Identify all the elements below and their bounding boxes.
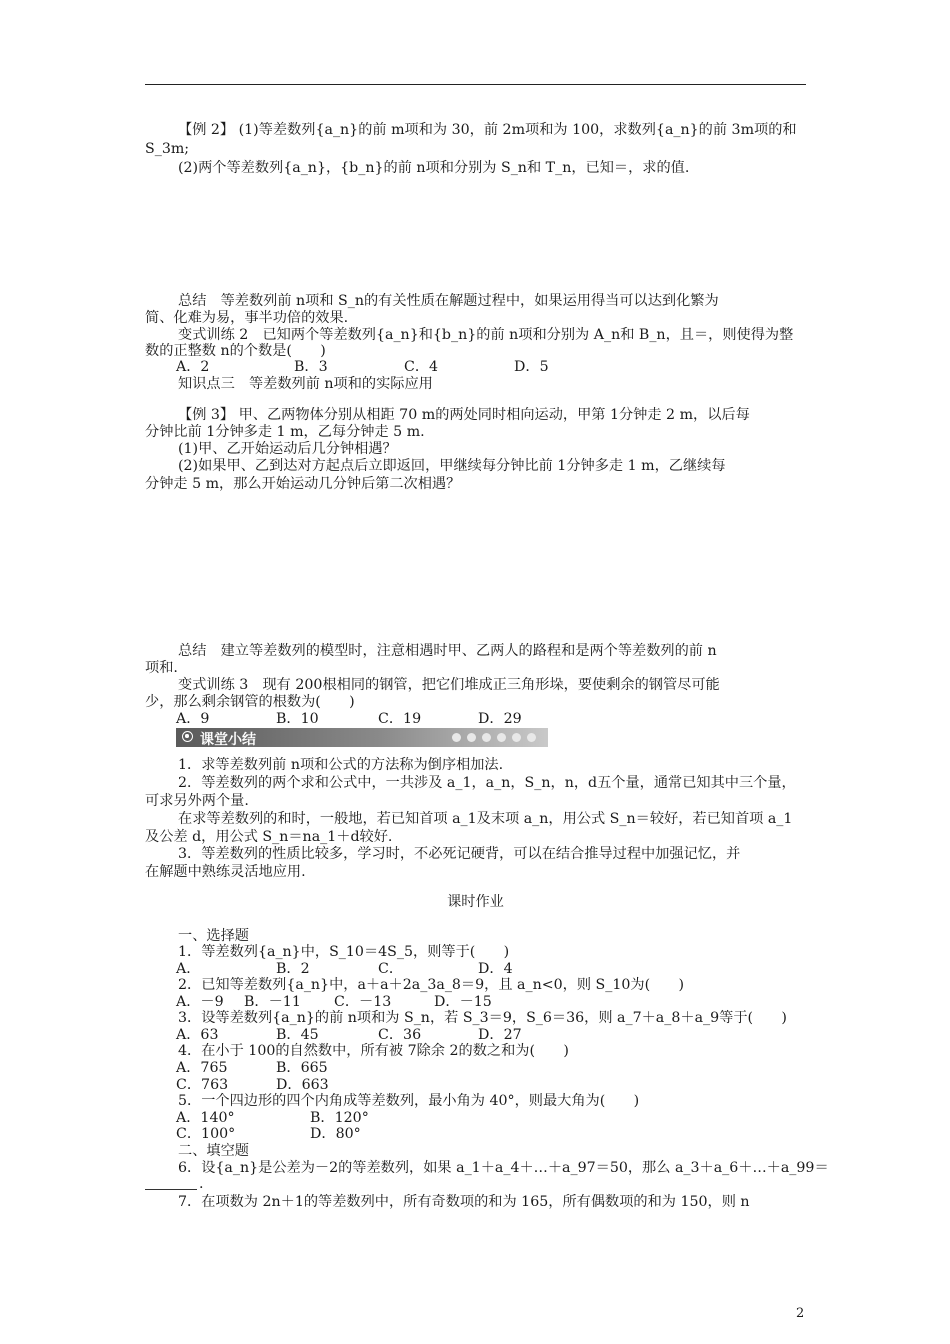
q2-option-d: D．－15 [434,994,492,1010]
question-2: 2．已知等差数列{a_n}中，a＋a＋2a_3a_8＝9，且 a_n<0，则 S_10为( ) [178,977,685,993]
q1-option-c: C． [378,961,404,977]
dot-icon [512,733,521,742]
section-choice: 一、选择题 [178,928,249,944]
q3-option-a: A．63 [176,1027,219,1043]
q4-option-b: B．665 [276,1060,328,1076]
variant3-line1: 变式训练 3 现有 200根相同的钢管，把它们堆成正三角形垛，要使剩余的钢管尽可能 [178,677,720,693]
q5-option-d: D．80° [310,1126,361,1142]
question-6-line2: . [199,1176,204,1192]
q3-option-c: C．36 [378,1027,422,1043]
answer-blank [145,1189,197,1190]
example2-line1: 【例 2】 (1)等差数列{a_n}的前 m项和为 30，前 2m项和为 100，求数列{a_n}的前 3m项的和 [178,122,797,138]
q1-option-d: D．4 [478,961,513,977]
variant3-option-d: D．29 [478,711,522,727]
header-rule [145,84,806,85]
summary1-line1: 总结 等差数列前 n项和 S_n的有关性质在解题过程中，如果运用得当可以达到化繁为 [178,293,719,309]
class-summary-line6: 3．等差数列的性质比较多，学习时，不必死记硬背，可以在结合推导过程中加强记忆，并 [178,846,741,862]
class-summary-line1: 1．求等差数列前 n项和公式的方法称为倒序相加法. [178,757,504,773]
q1-option-b: B．2 [276,961,310,977]
banner-title: 课堂小结 [200,732,256,748]
q3-option-d: D．27 [478,1027,522,1043]
knowledge-point-3: 知识点三 等差数列前 n项和的实际应用 [178,376,433,392]
variant2-line2: 数的正整数 n的个数是( ) [145,343,326,359]
question-4: 4．在小于 100的自然数中，所有被 7除余 2的数之和为( ) [178,1043,569,1059]
target-circle-icon [182,731,193,742]
dot-icon [467,733,476,742]
variant2-option-b: B．3 [294,359,328,375]
question-3: 3．设等差数列{a_n}的前 n项和为 S_n，若 S_3＝9，S_6＝36，则 a_7＋a_8＋a_9等于( ) [178,1010,787,1026]
q4-option-c: C．763 [176,1077,229,1093]
example3-line4: (2)如果甲、乙到达对方起点后立即返回，甲继续每分钟比前 1分钟多走 1 m，乙继续每 [178,458,726,474]
example3-line1: 【例 3】 甲、乙两物体分别从相距 70 m的两处同时相向运动，甲第 1分钟走 2 m，以后每 [178,407,750,423]
variant3-option-c: C．19 [378,711,422,727]
summary1-line2: 简、化难为易，事半功倍的效果. [145,310,349,326]
example3-line3: (1)甲、乙开始运动后几分钟相遇？ [178,441,397,457]
summary2-line2: 项和. [145,660,178,676]
class-summary-line4: 在求等差数列的和时，一般地，若已知首项 a_1及末项 a_n，用公式 S_n＝较好，若已知首项 a_1 [178,811,793,827]
q2-option-b: B．－11 [244,994,301,1010]
q5-option-c: C．100° [176,1126,236,1142]
example3-line2: 分钟比前 1分钟多走 1 m，乙每分钟走 5 m. [145,424,425,440]
q5-option-b: B．120° [310,1110,369,1126]
question-7: 7．在项数为 2n＋1的等差数列中，所有奇数项的和为 165，所有偶数项的和为 150，则 n [178,1194,750,1210]
page-number: 2 [796,1306,805,1321]
dot-icon [452,733,461,742]
variant2-option-d: D．5 [514,359,549,375]
homework-title: 课时作业 [447,894,504,910]
summary2-line1: 总结 建立等差数列的模型时，注意相遇时甲、乙两人的路程和是两个等差数列的前 n [178,643,717,659]
example2-line3: (2)两个等差数列{a_n}，{b_n}的前 n项和分别为 S_n和 T_n，已知＝，求的值. [178,160,690,176]
variant2-line1: 变式训练 2 已知两个等差数列{a_n}和{b_n}的前 n项和分别为 A_n和 B_n，且＝，则使得为整 [178,327,794,343]
q2-option-a: A．－9 [176,994,224,1010]
variant3-option-a: A．9 [176,711,210,727]
class-summary-banner [176,728,548,747]
q4-option-a: A．765 [176,1060,228,1076]
class-summary-line5: 及公差 d，用公式 S_n＝na_1＋d较好. [145,829,393,845]
example2-line2: S_3m; [145,141,190,157]
question-5: 5．一个四边形的四个内角成等差数列，最小角为 40°，则最大角为( ) [178,1093,640,1109]
class-summary-line2: 2．等差数列的两个求和公式中，一共涉及 a_1，a_n，S_n，n，d五个量，通常已知其中三个量， [178,775,796,791]
class-summary-line3: 可求另外两个量. [145,793,249,809]
variant2-option-a: A．2 [176,359,210,375]
variant3-line2: 少，那么剩余钢管的根数为( ) [145,694,355,710]
q1-option-a: A． [176,961,201,977]
example3-line5: 分钟走 5 m，那么开始运动几分钟后第二次相遇？ [145,476,461,492]
question-1: 1．等差数列{a_n}中，S_10＝4S_5，则等于( ) [178,944,510,960]
q5-option-a: A．140° [176,1110,235,1126]
class-summary-line7: 在解题中熟练灵活地应用. [145,864,306,880]
variant2-option-c: C．4 [404,359,439,375]
q4-option-d: D．663 [276,1077,329,1093]
variant3-option-b: B．10 [276,711,319,727]
question-6-line1: 6．设{a_n}是公差为－2的等差数列，如果 a_1＋a_4＋…＋a_97＝50，那么 a_3＋a_6＋…＋a_99＝ [178,1160,829,1176]
dot-icon [497,733,506,742]
banner-dots [452,733,536,742]
q2-option-c: C．－13 [334,994,392,1010]
dot-icon [527,733,536,742]
q3-option-b: B．45 [276,1027,319,1043]
dot-icon [482,733,491,742]
section-fill-in: 二、填空题 [178,1143,249,1159]
